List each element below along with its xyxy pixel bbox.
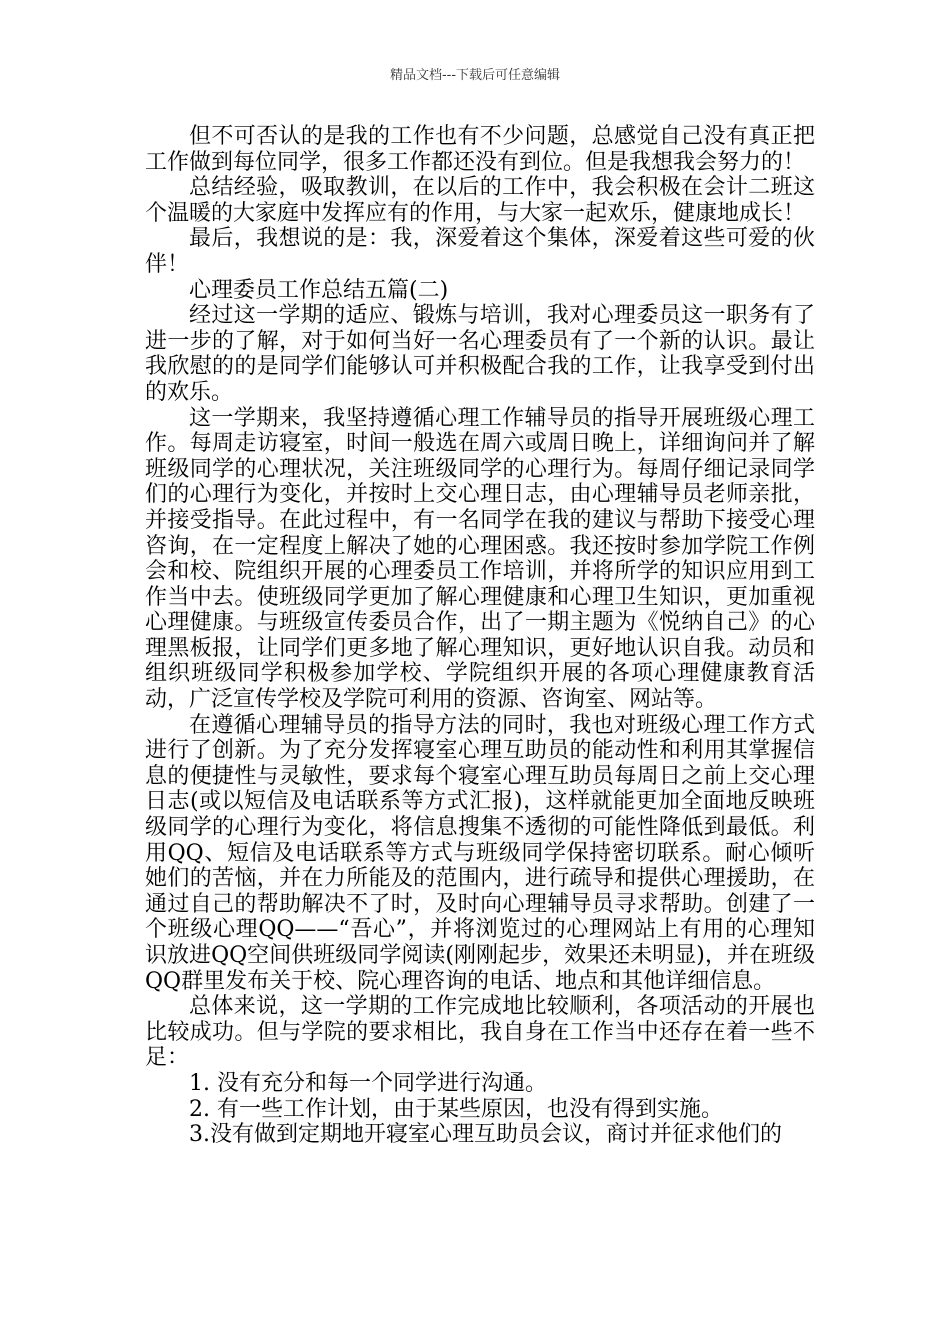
list-item: 3.没有做到定期地开寝室心理互助员会议，商讨并征求他们的 <box>189 1122 782 1148</box>
document-body <box>145 124 815 1148</box>
section-heading: 心理委员工作总结五篇(二) <box>189 277 449 303</box>
paragraph: 在遵循心理辅导员的指导方法的同时，我也对班级心理工作方式进行了创新。为了充分发挥寝室心理互助员的能动性和利用其掌握信息的便捷性与灵敏性，要求每个寝室心理互助员每周日之前上交心理日志(或以短信及电话联系等方式汇报)，这样就能更加全面地反映班级同学的心理行为变化，将信息搜集不透彻的可能性降低到最低。利用QQ、短信及电话联系等方式与班级同学保持密切联系。耐心倾听她们的苦恼，并在力所能及的范围内，进行疏导和提供心理援助，在通过自己的帮助解决不了时，及时向心理辅导员寻求帮助。创建了一个班级心理QQ——“吾心”，并将浏览过的心理网站上有用的心理知识放进QQ空间供班级同学阅读(刚刚起步，效果还未明显)，并在班级QQ群里发布关于校、院心理咨询的电话、地点和其他详细信息。 <box>145 712 815 994</box>
paragraph: 但不可否认的是我的工作也有不少问题，总感觉自己没有真正把工作做到每位同学，很多工作都还没有到位。但是我想我会努力的！ <box>145 124 815 175</box>
paragraph: 总结经验，吸取教训，在以后的工作中，我会积极在会计二班这个温暖的大家庭中发挥应有的作用，与大家一起欢乐，健康地成长！ <box>145 175 815 226</box>
paragraph: 总体来说，这一学期的工作完成地比较顺利，各项活动的开展也比较成功。但与学院的要求相比，我自身在工作当中还存在着一些不足： <box>145 994 815 1071</box>
page-header: 精品文档---下载后可任意编辑 <box>389 68 561 83</box>
paragraph: 最后，我想说的是：我，深爱着这个集体，深爱着这些可爱的伙伴！ <box>145 226 815 277</box>
list-item: 2. 有一些工作计划，由于某些原因，也没有得到实施。 <box>189 1096 723 1122</box>
list-item: 1. 没有充分和每一个同学进行沟通。 <box>189 1070 547 1096</box>
paragraph: 这一学期来，我坚持遵循心理工作辅导员的指导开展班级心理工作。每周走访寝室，时间一般选在周六或周日晚上，详细询问并了解班级同学的心理状况，关注班级同学的心理行为。每周仔细记录同学们的心理行为变化，并按时上交心理日志，由心理辅导员老师亲批，并接受指导。在此过程中，有一名同学在我的建议与帮助下接受心理咨询，在一定程度上解决了她的心理困惑。我还按时参加学院工作例会和校、院组织开展的心理委员工作培训，并将所学的知识应用到工作当中去。使班级同学更加了解心理健康和心理卫生知识，更加重视心理健康。与班级宣传委员合作，出了一期主题为《悦纳自己》的心理黑板报，让同学们更多地了解心理知识，更好地认识自我。动员和组织班级同学积极参加学校、学院组织开展的各项心理健康教育活动，广泛宣传学校及学院可利用的资源、咨询室、网站等。 <box>145 405 815 713</box>
paragraph: 经过这一学期的适应、锻炼与培训，我对心理委员这一职务有了进一步的了解，对于如何当好一名心理委员有了一个新的认识。最让我欣慰的的是同学们能够认可并积极配合我的工作，让我享受到付出的欢乐。 <box>145 303 815 405</box>
